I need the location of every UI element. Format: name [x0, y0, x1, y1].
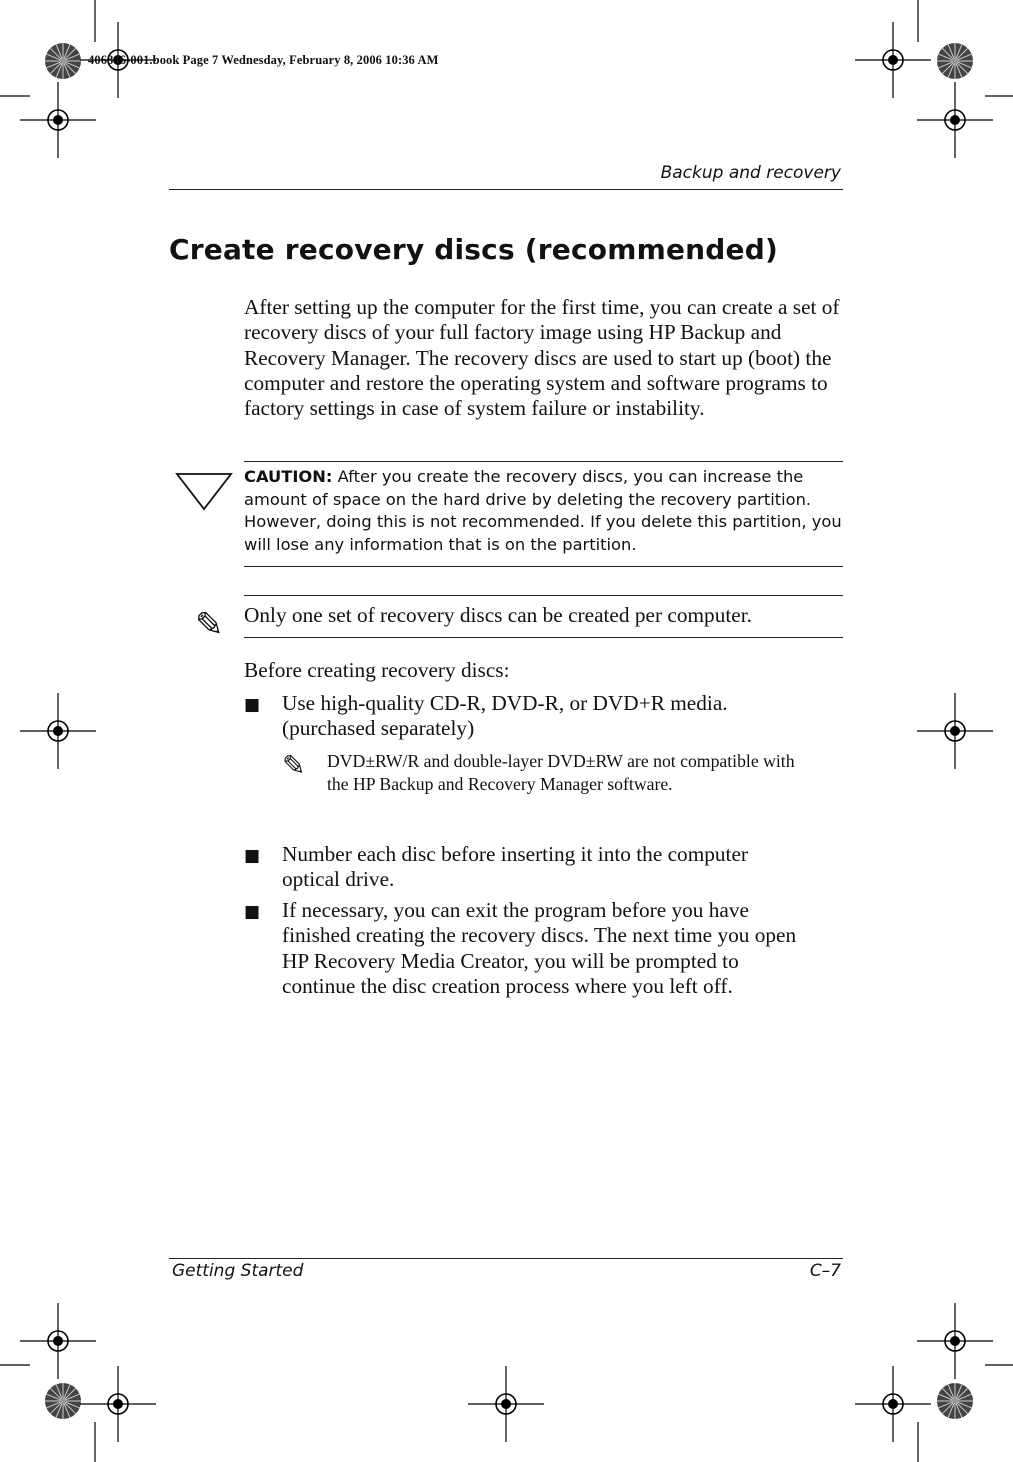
color-wheel-icon	[45, 43, 81, 79]
registration-mark-icon	[917, 1303, 993, 1379]
registration-mark-icon	[20, 693, 96, 769]
page-number: C–7	[809, 1261, 841, 1281]
registration-mark-icon	[468, 1366, 544, 1442]
pencil-note-icon: ✎	[282, 749, 306, 782]
before-text: Before creating recovery discs:	[244, 658, 510, 682]
color-wheel-icon	[937, 1383, 973, 1419]
registration-mark-icon	[20, 1303, 96, 1379]
footer-rule	[169, 1258, 843, 1259]
registration-mark-icon	[855, 22, 931, 98]
caution-label: CAUTION:	[244, 467, 333, 486]
caution-text	[244, 466, 842, 556]
registration-mark-icon	[20, 82, 96, 158]
sub-note-text: DVD±RW/R and double-layer DVD±RW are not compatible with the HP Backup and Recovery Manager software.	[327, 751, 795, 794]
list-item: Number each disc before inserting it into the computer optical drive.	[282, 842, 749, 892]
registration-mark-icon	[855, 1366, 931, 1442]
caution-bottom-rule	[244, 566, 843, 567]
bullet-icon: ■	[244, 695, 261, 715]
note-bottom-rule	[244, 637, 843, 638]
intro-paragraph: After setting up the computer for the first time, you can create a set of recovery discs of your full factory image using HP Backup and Recovery Manager. The recovery discs are used to start up (boot) the computer and restore the operating system and software programs to factory settings in case of system failure or instability.	[244, 295, 840, 421]
registration-mark-icon	[80, 1366, 156, 1442]
bullet-icon: ■	[244, 846, 261, 866]
header-rule	[169, 189, 843, 190]
caution-body: After you create the recovery discs, you can increase the amount of space on the hard drive by deleting the recovery partition. However, doing this is not recommended. If you delete this partition, you will lose any information that is on the partition.	[244, 467, 842, 554]
list-item: If necessary, you can exit the program before you have finished creating the recovery discs. The next time you open HP Recovery Media Creator, you will be prompted to continue the disc creation process where you left off.	[282, 898, 797, 998]
list-item: Use high-quality CD-R, DVD-R, or DVD+R media. (purchased separately)	[282, 691, 728, 741]
color-wheel-icon	[45, 1383, 81, 1419]
pencil-note-icon: ✎	[195, 605, 224, 645]
print-slug: 406846-001.book Page 7 Wednesday, February 8, 2006 10:36 AM	[88, 53, 439, 67]
caution-triangle-icon	[172, 472, 236, 512]
registration-mark-icon	[917, 82, 993, 158]
registration-mark-icon	[917, 693, 993, 769]
note-text: Only one set of recovery discs can be created per computer.	[244, 603, 752, 627]
color-wheel-icon	[937, 43, 973, 79]
running-header: Backup and recovery	[660, 163, 841, 183]
note-top-rule	[244, 595, 843, 596]
page-title: Create recovery discs (recommended)	[169, 233, 778, 266]
bullet-icon: ■	[244, 902, 261, 922]
caution-top-rule	[244, 461, 843, 462]
footer-book-title: Getting Started	[172, 1261, 304, 1281]
